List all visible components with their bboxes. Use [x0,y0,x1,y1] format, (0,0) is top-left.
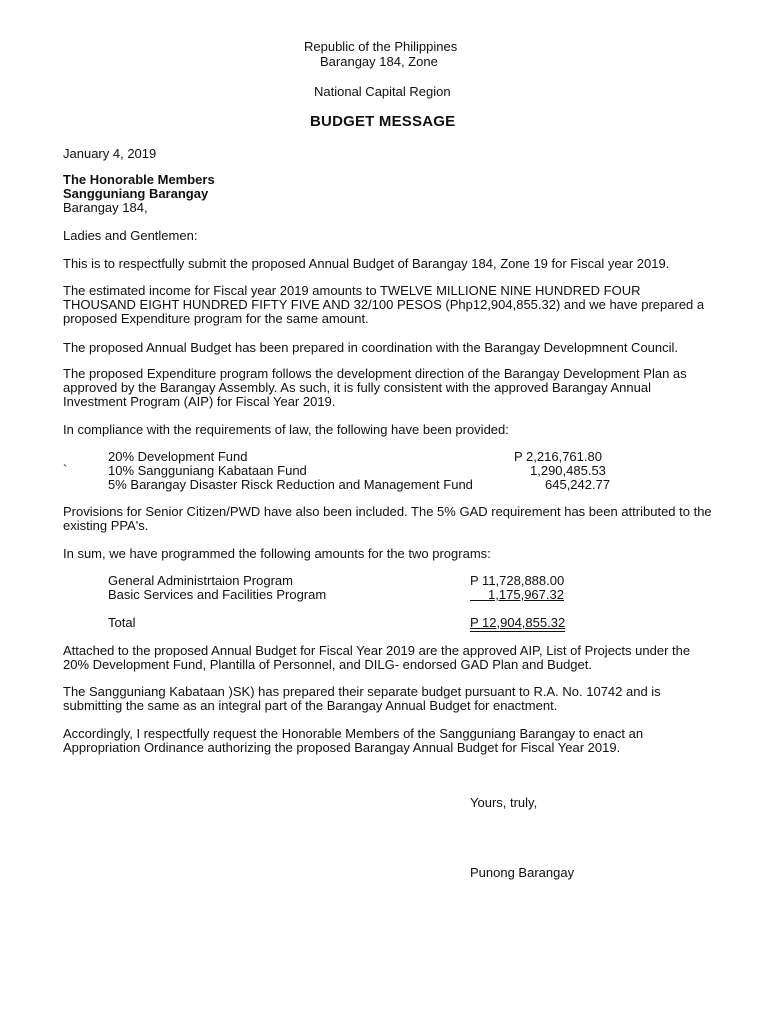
program-label: Basic Services and Facilities Program [108,587,327,602]
paragraph-expenditure-program: The proposed Expenditure program follows the development direction of the Barangay Development Plan as approved by the Barangay Assembly. As such, it is fully consistent with the approved Barangay Annual Investment Program (AIP) for Fiscal Year 2019. [63,366,687,409]
fund-amount: 645,242.77 [545,477,611,492]
fund-amount: P 2,216,761.80 [514,449,602,464]
paragraph-request: Accordingly, I respectfully request the Honorable Members of the Sangguniang Barangay to enact an Appropriation Ordinance authorizing the proposed Barangay Annual Budget for Fiscal Year 2019. [63,726,644,755]
paragraph-provisions: Provisions for Senior Citizen/PWD have also been included. The 5% GAD requirement has been attributed to the existing PPA's. [63,504,712,533]
addressee-line2: Sangguniang Barangay [63,186,209,201]
program-label: General Administrtaion Program [108,573,293,588]
letter-date: January 4, 2019 [63,146,157,161]
fund-label: 10% Sangguniang Kabataan Fund [108,463,307,478]
total-amount: P 12,904,855.32 [470,615,566,630]
stray-mark: ` [63,462,68,477]
program-amount: 1,175,967.32 [470,587,564,602]
addressee-line1: The Honorable Members [63,172,215,187]
header-barangay: Barangay 184, Zone [320,54,438,69]
fund-label: 20% Development Fund [108,449,248,464]
paragraph-estimated-income: The estimated income for Fiscal year 2019 amounts to TWELVE MILLIONE NINE HUNDRED FOUR THOUSAND EIGHT HUNDRED FIFTY FIVE AND 32/100 PESOS (Php12,904,855.32) and we have prepared a proposed Expenditure program for the same amount. [63,283,705,326]
header-region: National Capital Region [314,84,451,99]
total-label: Total [108,615,136,630]
paragraph-sk-budget: The Sangguniang Kabataan )SK) has prepared their separate budget pursuant to R.A. No. 10742 and is submitting the same as an integral part of the Barangay Annual Budget for enactment. [63,684,661,713]
document-title: BUDGET MESSAGE [310,113,456,130]
valediction: Yours, truly, [470,795,538,810]
salutation: Ladies and Gentlemen: [63,228,198,243]
program-amount: P 11,728,888.00 [470,573,565,588]
paragraph-attachments: Attached to the proposed Annual Budget for Fiscal Year 2019 are the approved AIP, List of Projects under the 20% Development Fund, Plantilla of Personnel, and DILG- endorsed GAD Plan and Budget. [63,643,691,672]
fund-amount: 1,290,485.53 [530,463,606,478]
paragraph-coordination: The proposed Annual Budget has been prepared in coordination with the Barangay Developmnent Council. [63,340,679,355]
header-republic: Republic of the Philippines [304,39,458,54]
addressee-line3: Barangay 184, [63,200,148,215]
paragraph-compliance: In compliance with the requirements of law, the following have been provided: [63,422,509,437]
signatory: Punong Barangay [470,865,575,880]
paragraph-submission: This is to respectfully submit the proposed Annual Budget of Barangay 184, Zone 19 for Fiscal year 2019. [63,256,670,271]
paragraph-in-sum: In sum, we have programmed the following amounts for the two programs: [63,546,491,561]
fund-label: 5% Barangay Disaster Risck Reduction and Management Fund [108,477,473,492]
